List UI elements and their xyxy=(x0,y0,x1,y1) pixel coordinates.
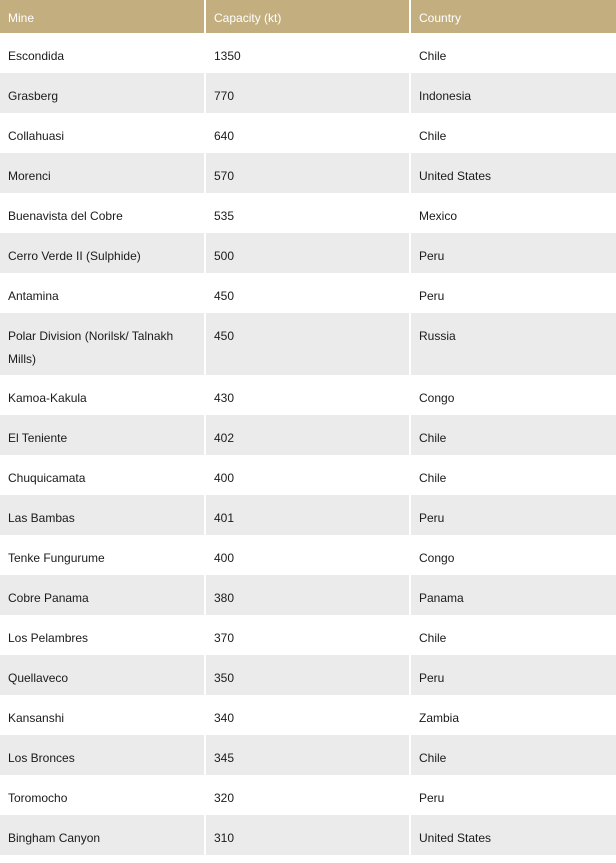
table-row xyxy=(0,73,616,113)
table-row xyxy=(0,33,616,73)
mine-cell: Escondida xyxy=(0,33,206,73)
capacity-cell: 380 xyxy=(206,575,411,615)
table-row xyxy=(0,535,616,575)
country-cell: United States xyxy=(411,815,616,855)
capacity-cell: 450 xyxy=(206,313,411,375)
capacity-cell: 1350 xyxy=(206,33,411,73)
table-row xyxy=(0,193,616,233)
capacity-cell: 310 xyxy=(206,815,411,855)
mine-cell: Tenke Fungurume xyxy=(0,535,206,575)
mine-cell: Los Pelambres xyxy=(0,615,206,655)
country-cell: Peru xyxy=(411,273,616,313)
capacity-cell: 402 xyxy=(206,415,411,455)
country-cell: Peru xyxy=(411,655,616,695)
mine-cell: Cobre Panama xyxy=(0,575,206,615)
country-cell: Chile xyxy=(411,735,616,775)
table-row xyxy=(0,313,616,375)
country-cell: Peru xyxy=(411,233,616,273)
mine-cell: Toromocho xyxy=(0,775,206,815)
table-row xyxy=(0,455,616,495)
capacity-cell: 535 xyxy=(206,193,411,233)
capacity-cell: 340 xyxy=(206,695,411,735)
mine-cell: Chuquicamata xyxy=(0,455,206,495)
mine-cell: Antamina xyxy=(0,273,206,313)
country-cell: Panama xyxy=(411,575,616,615)
country-cell: Peru xyxy=(411,775,616,815)
mine-cell: Collahuasi xyxy=(0,113,206,153)
capacity-cell: 401 xyxy=(206,495,411,535)
table-body xyxy=(0,33,616,855)
capacity-cell: 400 xyxy=(206,455,411,495)
mine-cell: Grasberg xyxy=(0,73,206,113)
table-row xyxy=(0,375,616,415)
table-row xyxy=(0,273,616,313)
table-row xyxy=(0,113,616,153)
mine-cell: Kamoa-Kakula xyxy=(0,375,206,415)
table-row xyxy=(0,575,616,615)
table-row xyxy=(0,815,616,855)
capacity-cell: 320 xyxy=(206,775,411,815)
table-row xyxy=(0,615,616,655)
table-header xyxy=(0,0,616,33)
capacity-cell: 570 xyxy=(206,153,411,193)
capacity-cell: 430 xyxy=(206,375,411,415)
mine-cell: Las Bambas xyxy=(0,495,206,535)
country-cell: Chile xyxy=(411,113,616,153)
mine-cell: Quellaveco xyxy=(0,655,206,695)
country-cell: Russia xyxy=(411,313,616,375)
capacity-cell: 640 xyxy=(206,113,411,153)
capacity-cell: 350 xyxy=(206,655,411,695)
capacity-cell: 450 xyxy=(206,273,411,313)
capacity-cell: 770 xyxy=(206,73,411,113)
mine-cell: Polar Division (Norilsk/ Talnakh Mills) xyxy=(0,313,206,375)
country-cell: Chile xyxy=(411,455,616,495)
capacity-cell: 370 xyxy=(206,615,411,655)
table-row xyxy=(0,233,616,273)
capacity-cell: 500 xyxy=(206,233,411,273)
country-cell: Chile xyxy=(411,615,616,655)
table-row xyxy=(0,735,616,775)
table-row xyxy=(0,775,616,815)
capacity-cell: 345 xyxy=(206,735,411,775)
table-row xyxy=(0,695,616,735)
column-header-capacity: Capacity (kt) xyxy=(206,0,411,33)
country-cell: Congo xyxy=(411,375,616,415)
country-cell: Peru xyxy=(411,495,616,535)
mine-cell: Kansanshi xyxy=(0,695,206,735)
country-cell: Mexico xyxy=(411,193,616,233)
capacity-cell: 400 xyxy=(206,535,411,575)
mine-cell: Los Bronces xyxy=(0,735,206,775)
header-row xyxy=(0,0,616,33)
country-cell: Chile xyxy=(411,415,616,455)
mine-cell: El Teniente xyxy=(0,415,206,455)
mine-cell: Morenci xyxy=(0,153,206,193)
country-cell: Zambia xyxy=(411,695,616,735)
mine-cell: Cerro Verde II (Sulphide) xyxy=(0,233,206,273)
country-cell: United States xyxy=(411,153,616,193)
column-header-country: Country xyxy=(411,0,616,33)
country-cell: Congo xyxy=(411,535,616,575)
mine-cell: Bingham Canyon xyxy=(0,815,206,855)
mine-cell: Buenavista del Cobre xyxy=(0,193,206,233)
country-cell: Indonesia xyxy=(411,73,616,113)
table-row xyxy=(0,415,616,455)
table-row xyxy=(0,153,616,193)
table-row xyxy=(0,655,616,695)
country-cell: Chile xyxy=(411,33,616,73)
table-row xyxy=(0,495,616,535)
column-header-mine: Mine xyxy=(0,0,206,33)
